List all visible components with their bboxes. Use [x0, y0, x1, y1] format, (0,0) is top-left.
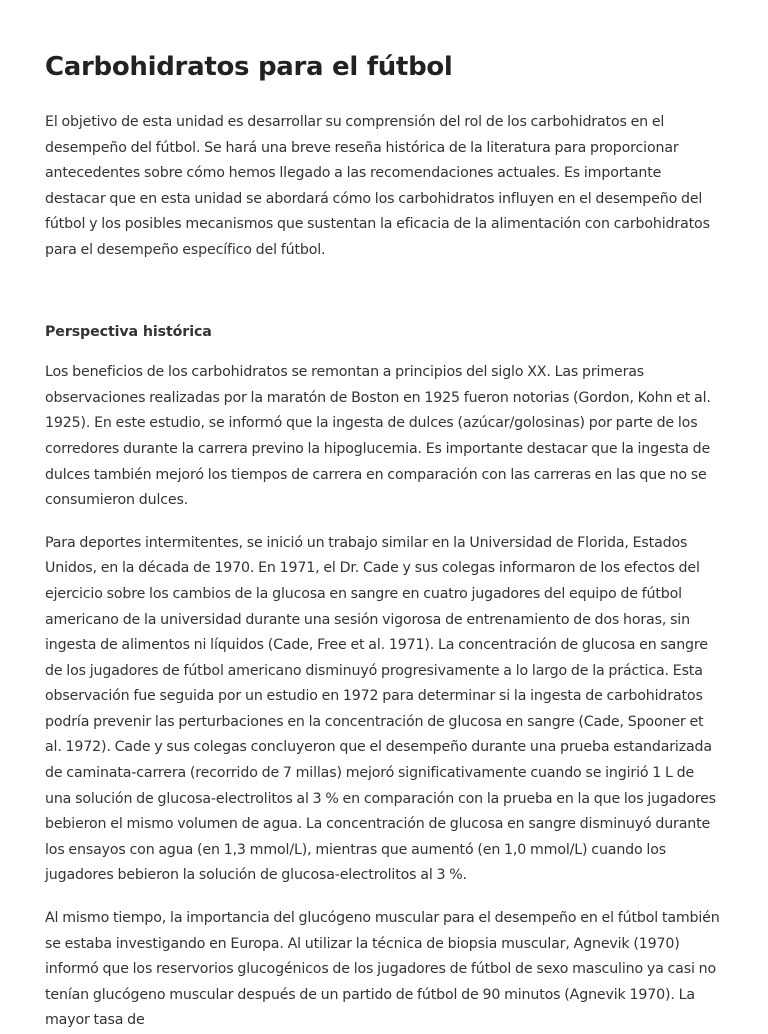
body-paragraph-2: Para deportes intermitentes, se inició un trabajo similar en la Universidad de Florida, Estados Unidos, en la década de 1970. En 1971, el Dr. Cade y sus colegas informaron de los efectos del ejercicio sobre los cambios de la glucosa en sangre en cuatro jugadores del equipo de fútbol americano de la universidad durante una sesión vigorosa de entrenamiento de dos horas, sin ingesta de alimentos ni líquidos (Cade, Free et al. 1971). La concentración de glucosa en sangre de los jugadores de fútbol americano disminuyó progresivamente a lo largo de la práctica. Esta observación fue seguida por un estudio en 1972 para determinar si la ingesta de carbohidratos podría prevenir las perturbaciones en la concentración de glucosa en sangre (Cade, Spooner et al. 1972). Cade y sus colegas concluyeron que el desempeño durante una prueba estandarizada de caminata-carrera (recorrido de 7 millas) mejoró significativamente cuando se ingirió 1 L de una solución de glucosa-electrolitos al 3 % en comparación con la prueba en la que los jugadores bebieron el mismo volumen de agua. La concentración de glucosa en sangre disminuyó durante los ensayos con agua (en 1,3 mmol/L), mientras que aumentó (en 1,0 mmol/L) cuando los jugadores bebieron la solución de glucosa-electrolitos al 3 %. [45, 534, 716, 884]
section-heading: Perspectiva histórica [45, 323, 212, 340]
body-paragraph-3: Al mismo tiempo, la importancia del glucógeno muscular para el desempeño en el fútbol también se estaba investigando en Europa. Al utilizar la técnica de biopsia muscular, Agnevik (1970) informó que los reservorios glucogénicos de los jugadores de fútbol de sexo masculino ya casi no tenían glucógeno muscular después de un partido de fútbol de 90 minutos (Agnevik 1970). La mayor tasa de [45, 910, 720, 1029]
body-paragraph-1: Los beneficios de los carbohidratos se remontan a principios del siglo XX. Las primeras observaciones realizadas por la maratón de Boston en 1925 fueron notorias (Gordon, Kohn et al. 1925). En este estudio, se informó que la ingesta de dulces (azúcar/golosinas) por parte de los corredores durante la carrera previno la hipoglucemia. Es importante destacar que la ingesta de dulces también mejoró los tiempos de carrera en comparación con las carreras en las que no se consumieron dulces. [45, 364, 711, 509]
intro-paragraph: El objetivo de esta unidad es desarrollar su comprensión del rol de los carbohidratos en el desempeño del fútbol. Se hará una breve reseña histórica de la literatura para proporcionar antecedentes sobre cómo hemos llegado a las recomendaciones actuales. Es importante destacar que en esta unidad se abordará cómo los carbohidratos influyen en el desempeño del fútbol y los posibles mecanismos que sustentan la eficacia de la alimentación con carbohidratos para el desempeño específico del fútbol. [45, 114, 710, 258]
article-title: Carbohidratos para el fútbol [45, 52, 453, 82]
